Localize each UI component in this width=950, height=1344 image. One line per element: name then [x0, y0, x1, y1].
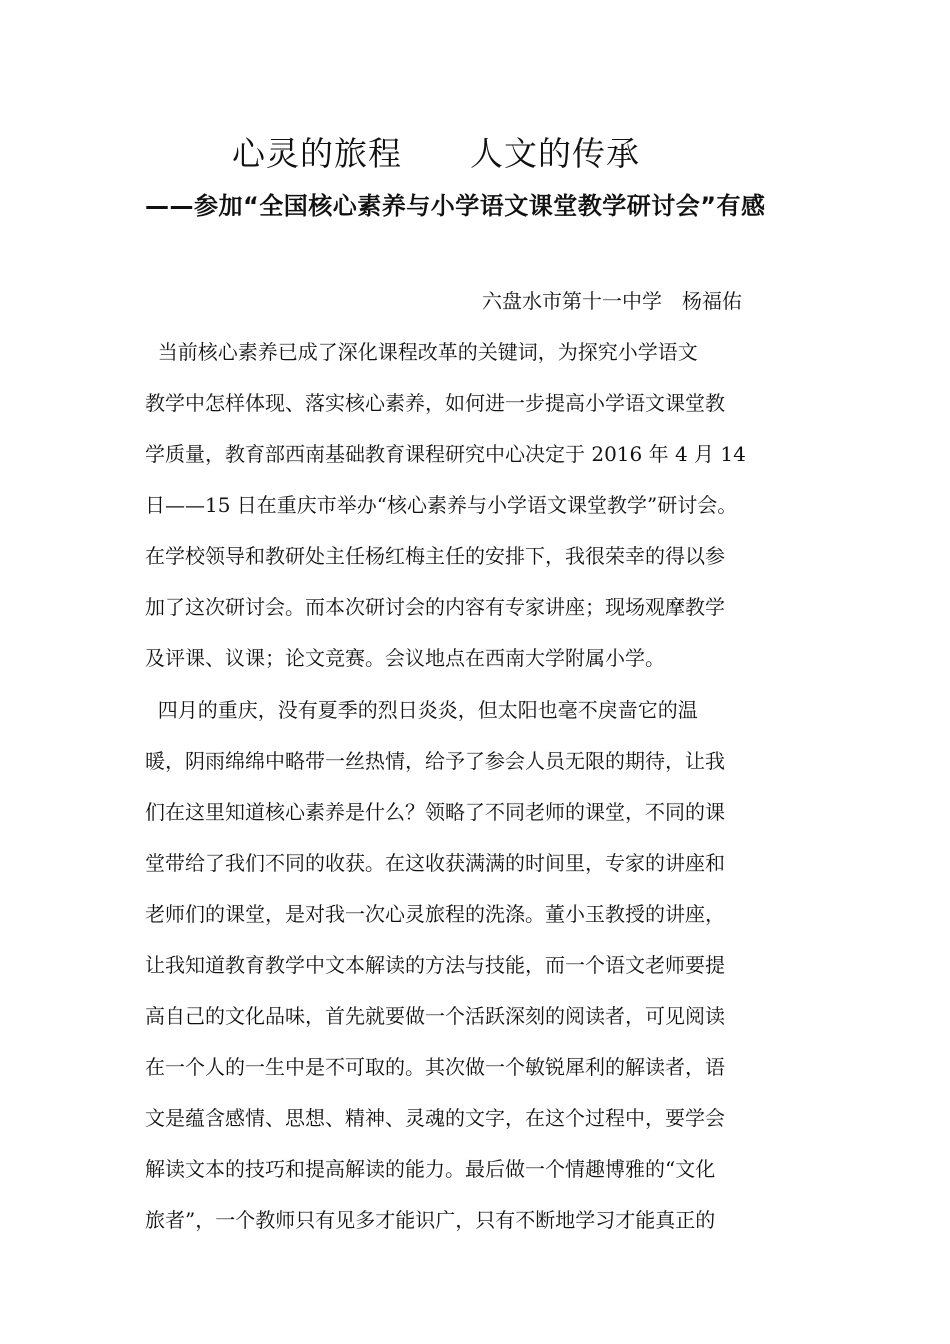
paragraph-2-line: 旅者”，一个教师只有见多才能识广，只有不断地学习才能真正的	[145, 1208, 716, 1232]
paragraph-2-line: 让我知道教育教学中文本解读的方法与技能，而一个语文老师要提	[145, 953, 725, 977]
paragraph-1-line: 加了这次研讨会。而本次研讨会的内容有专家讲座；现场观摩教学	[145, 595, 725, 619]
paragraph-2-line: 在一个人的一生中是不可取的。其次做一个敏锐犀利的解读者，语	[145, 1055, 725, 1079]
paragraph-1-line: 当前核心素养已成了深化课程改革的关键词，为探究小学语文	[145, 340, 698, 364]
document-subtitle: ——参加“全国核心素养与小学语文课堂教学研讨会”有感	[145, 192, 766, 220]
paragraph-2-line: 文是蕴含感情、思想、精神、灵魂的文字，在这个过程中，要学会	[145, 1106, 725, 1130]
paragraph-2-line: 堂带给了我们不同的收获。在这收获满满的时间里，专家的讲座和	[145, 851, 725, 875]
paragraph-2-line: 老师们的课堂，是对我一次心灵旅程的洗涤。董小玉教授的讲座，	[145, 902, 725, 926]
paragraph-1-line: 教学中怎样体现、落实核心素养，如何进一步提高小学语文课堂教	[145, 391, 725, 415]
paragraph-1-line: 及评课、议课；论文竞赛。会议地点在西南大学附属小学。	[145, 646, 665, 670]
paragraph-2-line: 高自己的文化品味，首先就要做一个活跃深刻的阅读者，可见阅读	[145, 1004, 725, 1028]
paragraph-2-line: 暖，阴雨绵绵中略带一丝热情，给予了参会人员无限的期待，让我	[145, 749, 725, 773]
paragraph-1-line: 在学校领导和教研处主任杨红梅主任的安排下，我很荣幸的得以参	[145, 544, 725, 568]
paragraph-2-line: 们在这里知道核心素养是什么？领略了不同老师的课堂，不同的课	[145, 800, 725, 824]
document-author: 六盘水市第十一中学 杨福佑	[482, 289, 742, 313]
paragraph-1-line: 学质量，教育部西南基础教育课程研究中心决定于 2016 年 4 月 14	[145, 442, 746, 466]
document-title: 心灵的旅程 人文的传承	[232, 134, 640, 173]
document-body	[145, 332, 825, 1251]
paragraph-1-line: 日——15 日在重庆市举办“核心素养与小学语文课堂教学”研讨会。	[145, 493, 738, 517]
paragraph-2-line: 四月的重庆，没有夏季的烈日炎炎，但太阳也毫不戾啬它的温	[145, 698, 698, 722]
paragraph-2-line: 解读文本的技巧和提高解读的能力。最后做一个情趣博雅的“文化	[145, 1157, 716, 1181]
